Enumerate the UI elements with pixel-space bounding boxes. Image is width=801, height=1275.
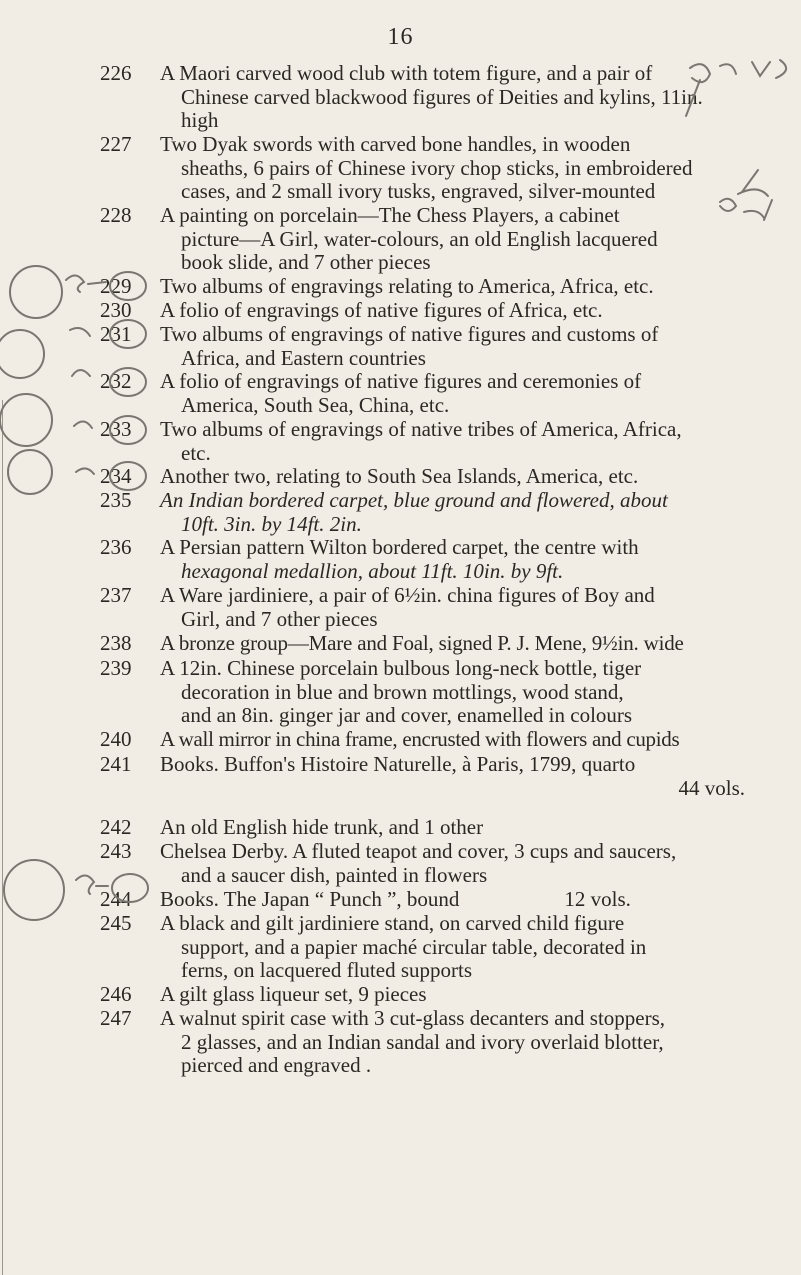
lot-line: decoration in blue and brown mottlings, wood stand, — [181, 679, 624, 704]
lot-number: 242 — [100, 815, 132, 839]
lot-description — [160, 418, 745, 465]
lot-line: cases, and 2 small ivory tusks, engraved, silver-mounted — [181, 179, 656, 203]
lot-line: Books. Buffon's Histoire Naturelle, à Paris, 1799, quarto — [160, 752, 636, 776]
margin-line — [2, 400, 3, 1275]
lot-line: Two albums of engravings of native tribes of America, Africa, — [160, 417, 682, 441]
lot-description — [160, 657, 745, 728]
lot-description — [160, 275, 745, 299]
lot-line: A black and gilt jardiniere stand, on carved child figure — [160, 911, 625, 935]
lot-line: Two Dyak swords with carved bone handles, in wooden — [160, 132, 631, 156]
lot-line: Another two, relating to South Sea Islands, America, etc. — [160, 464, 639, 488]
lot-line: and a saucer dish, painted in flowers — [181, 862, 488, 887]
lot-description — [160, 888, 745, 912]
lot-description — [160, 299, 745, 323]
lot-line: book slide, and 7 other pieces — [181, 250, 431, 274]
page-number: 16 — [387, 24, 414, 50]
lot-number: 233 — [100, 417, 132, 441]
lot-number: 234 — [100, 464, 132, 488]
lot-description — [160, 323, 745, 370]
lot-line: high — [181, 108, 219, 132]
lot-line: Books. The Japan “ Punch ”, bound 12 vols. — [160, 887, 631, 911]
lot-description — [160, 840, 745, 887]
lot-number: 231 — [100, 322, 132, 346]
lot-line: 44 vols. — [678, 775, 745, 800]
lot-description — [160, 204, 745, 275]
lot-line: support, and a papier maché circular table, decorated in — [181, 934, 647, 959]
lot-line: 10ft. 3in. by 14ft. 2in. — [181, 511, 362, 536]
lot-description — [160, 370, 745, 417]
lot-number: 246 — [100, 982, 132, 1006]
lot-line: Two albums of engravings relating to America, Africa, etc. — [160, 274, 654, 298]
lot-description — [160, 133, 745, 204]
lot-line: America, South Sea, China, etc. — [181, 392, 450, 417]
lot-line: picture—A Girl, water-colours, an old English lacquered — [181, 226, 658, 251]
lot-number: 228 — [100, 203, 132, 227]
lot-line: A wall mirror in china frame, encrusted with flowers and cupids — [160, 727, 680, 751]
lot-line: Chinese carved blackwood figures of Deities and kylins, 11in. — [181, 84, 703, 109]
lot-description — [160, 584, 745, 631]
lot-line: A Ware jardiniere, a pair of 6½in. china figures of Boy and — [160, 583, 655, 607]
lot-description — [160, 536, 745, 583]
lot-number: 238 — [100, 631, 132, 655]
lot-line: A walnut spirit case with 3 cut-glass decanters and stoppers, — [160, 1006, 666, 1030]
lot-number: 239 — [100, 656, 132, 680]
lot-number: 226 — [100, 61, 132, 85]
lot-line: A Persian pattern Wilton bordered carpet, the centre with — [160, 535, 639, 559]
lot-line: pierced and engraved . — [181, 1053, 372, 1077]
lot-line: A folio of engravings of native figures and ceremonies of — [160, 369, 642, 393]
lot-line: An old English hide trunk, and 1 other — [160, 815, 484, 839]
lot-line: etc. — [181, 440, 211, 465]
lot-line: hexagonal medallion, about 11ft. 10in. by 9ft. — [181, 558, 564, 583]
lot-line: Chelsea Derby. A fluted teapot and cover, 3 cups and saucers, — [160, 839, 677, 863]
lot-number: 235 — [100, 488, 132, 512]
lot-line: A painting on porcelain—The Chess Players, a cabinet — [160, 203, 620, 227]
lot-description — [160, 753, 745, 800]
lot-line: Girl, and 7 other pieces — [181, 606, 378, 631]
lot-line: A folio of engravings of native figures of Africa, etc. — [160, 298, 603, 322]
lot-line: A bronze group—Mare and Foal, signed P. J. Mene, 9½in. wide — [160, 631, 684, 655]
lot-description — [160, 632, 745, 656]
lot-description — [160, 983, 745, 1007]
lot-line: An Indian bordered carpet, blue ground and flowered, about — [160, 488, 668, 512]
lot-description — [160, 816, 745, 840]
lot-description — [160, 728, 745, 752]
lot-description — [160, 62, 745, 133]
lot-line: sheaths, 6 pairs of Chinese ivory chop sticks, in embroidered — [181, 155, 693, 180]
lot-description — [160, 489, 745, 536]
lot-description — [160, 1007, 745, 1078]
lot-line: Two albums of engravings of native figures and customs of — [160, 322, 659, 346]
lot-line: and an 8in. ginger jar and cover, enamelled in colours — [181, 703, 633, 727]
lot-line: A Maori carved wood club with totem figure, and a pair of — [160, 61, 653, 85]
lot-line: Africa, and Eastern countries — [181, 345, 426, 370]
lot-line: ferns, on lacquered fluted supports — [181, 958, 472, 982]
lot-number: 247 — [100, 1006, 132, 1030]
lot-number: 241 — [100, 752, 132, 776]
lot-number: 232 — [100, 369, 132, 393]
lot-number: 237 — [100, 583, 132, 607]
lot-number: 244 — [100, 887, 132, 911]
lot-line: A 12in. Chinese porcelain bulbous long-neck bottle, tiger — [160, 656, 642, 680]
lot-number: 230 — [100, 298, 132, 322]
lot-number: 236 — [100, 535, 132, 559]
lot-number: 229 — [100, 274, 132, 298]
lot-number: 245 — [100, 911, 132, 935]
lot-number: 227 — [100, 132, 132, 156]
lot-line: A gilt glass liqueur set, 9 pieces — [160, 982, 427, 1006]
lot-number: 243 — [100, 839, 132, 863]
lot-description — [160, 912, 745, 983]
lot-description — [160, 465, 745, 489]
lot-line: 2 glasses, and an Indian sandal and ivory overlaid blotter, — [181, 1029, 664, 1054]
lot-number: 240 — [100, 727, 132, 751]
